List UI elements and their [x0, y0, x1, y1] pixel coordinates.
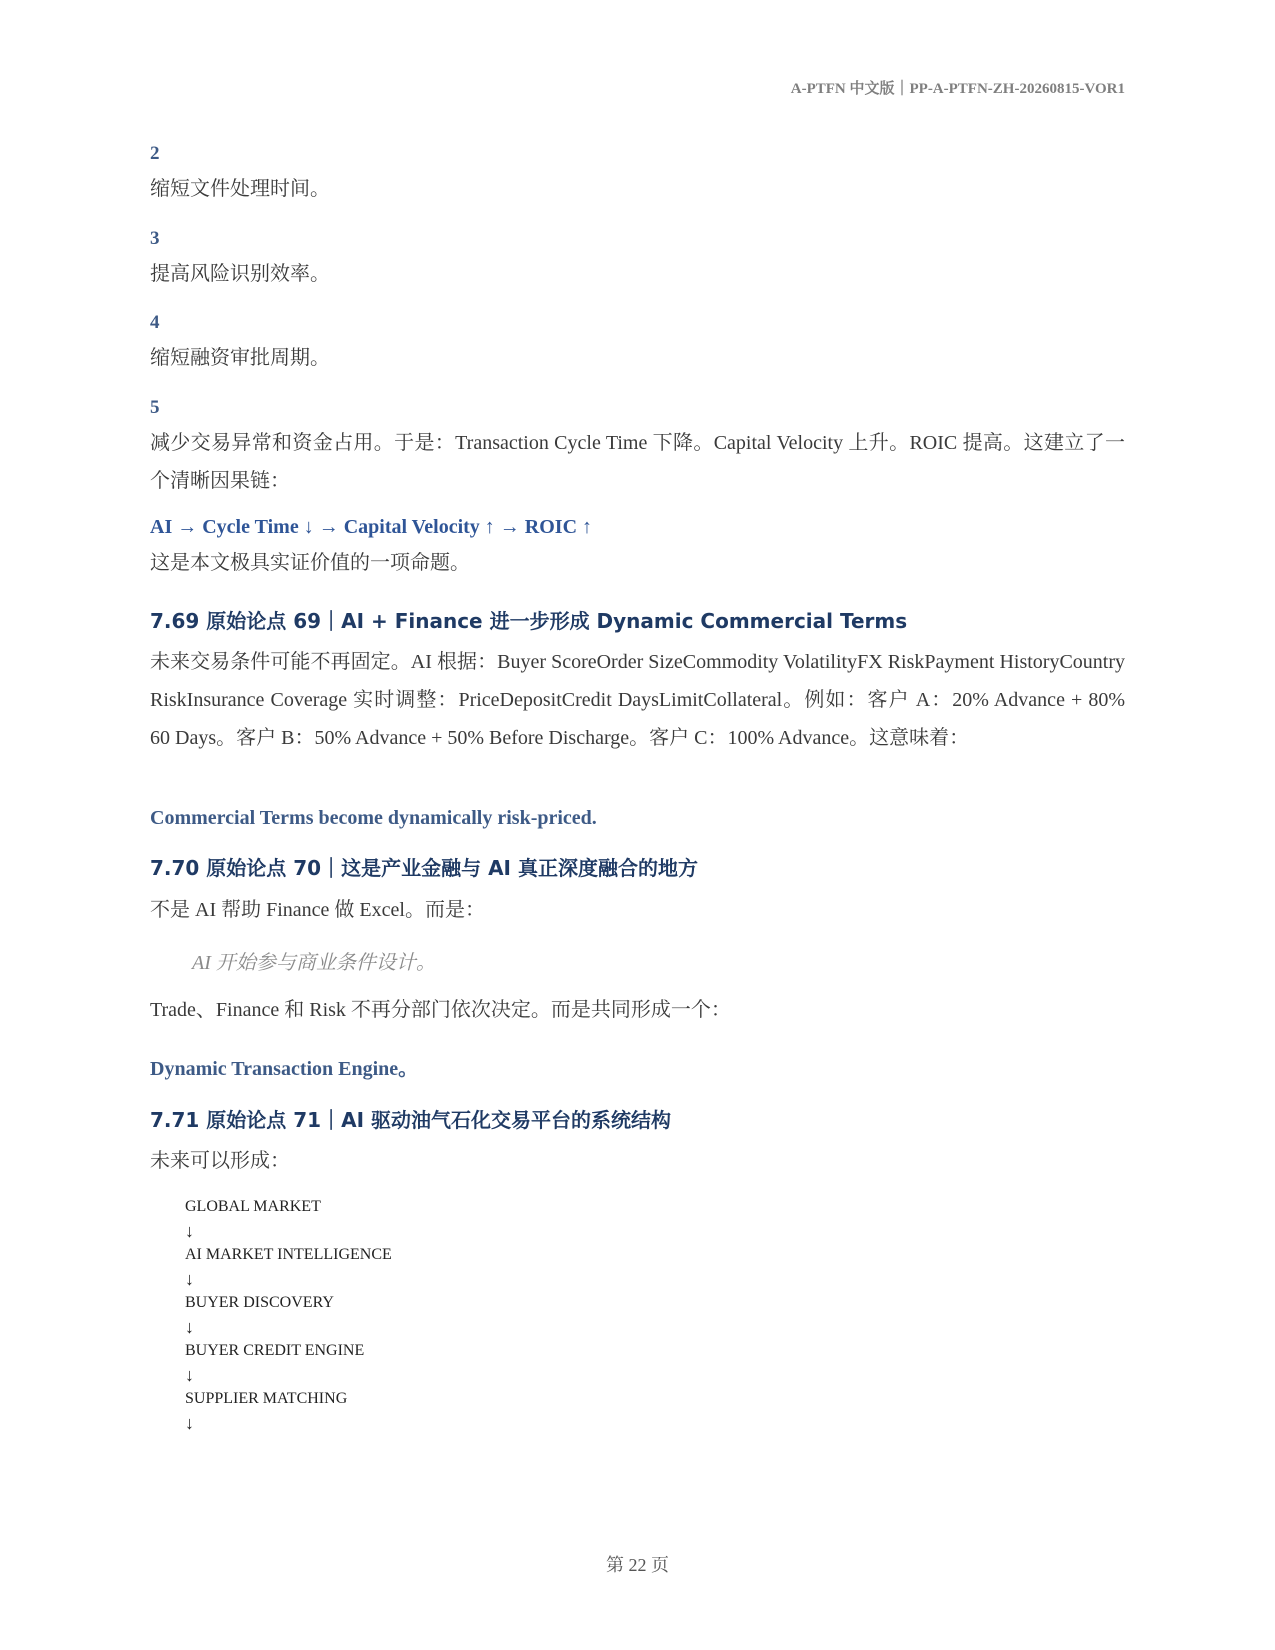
system-flow-diagram [185, 1195, 392, 1435]
section-heading-7-69: 7.69 原始论点 69｜AI + Finance 进一步形成 Dynamic Commercial Terms [150, 609, 908, 633]
section-body-7-70-cont: Trade、Finance 和 Risk 不再分部门依次决定。而是共同形成一个： [150, 999, 731, 1021]
page-number: 第 22 页 [606, 1555, 669, 1575]
list-number: 2 [150, 143, 160, 164]
list-number: 5 [150, 397, 160, 418]
causal-chain-formula: AI → Cycle Time ↓ → Capital Velocity ↑ → ROIC ↑ [150, 516, 593, 538]
flow-step: GLOBAL MARKET [185, 1198, 321, 1215]
flow-step: BUYER CREDIT ENGINE [185, 1342, 365, 1359]
list-item-text: 减少交易异常和资金占用。于是：Transaction Cycle Time 下降。Capital Velocity 上升。ROIC 提高。这建立了一个清晰因果链： [150, 432, 1125, 492]
flow-step: SUPPLIER MATCHING [185, 1390, 348, 1407]
section-heading-7-70: 7.70 原始论点 70｜这是产业金融与 AI 真正深度融合的地方 [150, 856, 698, 880]
down-arrow-icon: ↓ [185, 1365, 194, 1385]
formula-note: 这是本文极具实证价值的一项命题。 [150, 552, 470, 574]
section-heading-7-71: 7.71 原始论点 71｜AI 驱动油气石化交易平台的系统结构 [150, 1108, 671, 1132]
down-arrow-icon: ↓ [185, 1221, 194, 1241]
list-item-text: 提高风险识别效率。 [150, 263, 330, 285]
section-body-7-71: 未来可以形成： [150, 1150, 290, 1172]
quote-text-7-70: AI 开始参与商业条件设计。 [192, 952, 436, 974]
down-arrow-icon: ↓ [185, 1269, 194, 1289]
list-item-text: 缩短文件处理时间。 [150, 178, 330, 200]
down-arrow-icon: ↓ [185, 1413, 194, 1433]
highlight-text-7-69: Commercial Terms become dynamically risk-priced. [150, 807, 597, 829]
list-number: 3 [150, 228, 160, 249]
list-item-text: 缩短融资审批周期。 [150, 347, 330, 369]
down-arrow-icon: ↓ [185, 1317, 194, 1337]
document-header: A-PTFN 中文版｜PP-A-PTFN-ZH-20260815-VOR1 [790, 81, 1125, 97]
flow-step: AI MARKET INTELLIGENCE [185, 1246, 392, 1263]
section-body-7-70: 不是 AI 帮助 Finance 做 Excel。而是： [150, 899, 485, 921]
highlight-text-7-70: Dynamic Transaction Engine。 [150, 1058, 419, 1080]
list-number: 4 [150, 312, 160, 333]
section-body-7-69: 未来交易条件可能不再固定。AI 根据：Buyer ScoreOrder SizeCommodity VolatilityFX RiskPayment HistoryCountry RiskInsurance Coverage 实时调整：PriceDepositCredit DaysLimitCollateral。例如：客户 A：20% Advance + 80% 60 Days。客户 B：50% Advance + 50% Before Discharge。客户 C：100% Advance。这意味着： [150, 651, 1125, 749]
flow-step: BUYER DISCOVERY [185, 1294, 334, 1311]
